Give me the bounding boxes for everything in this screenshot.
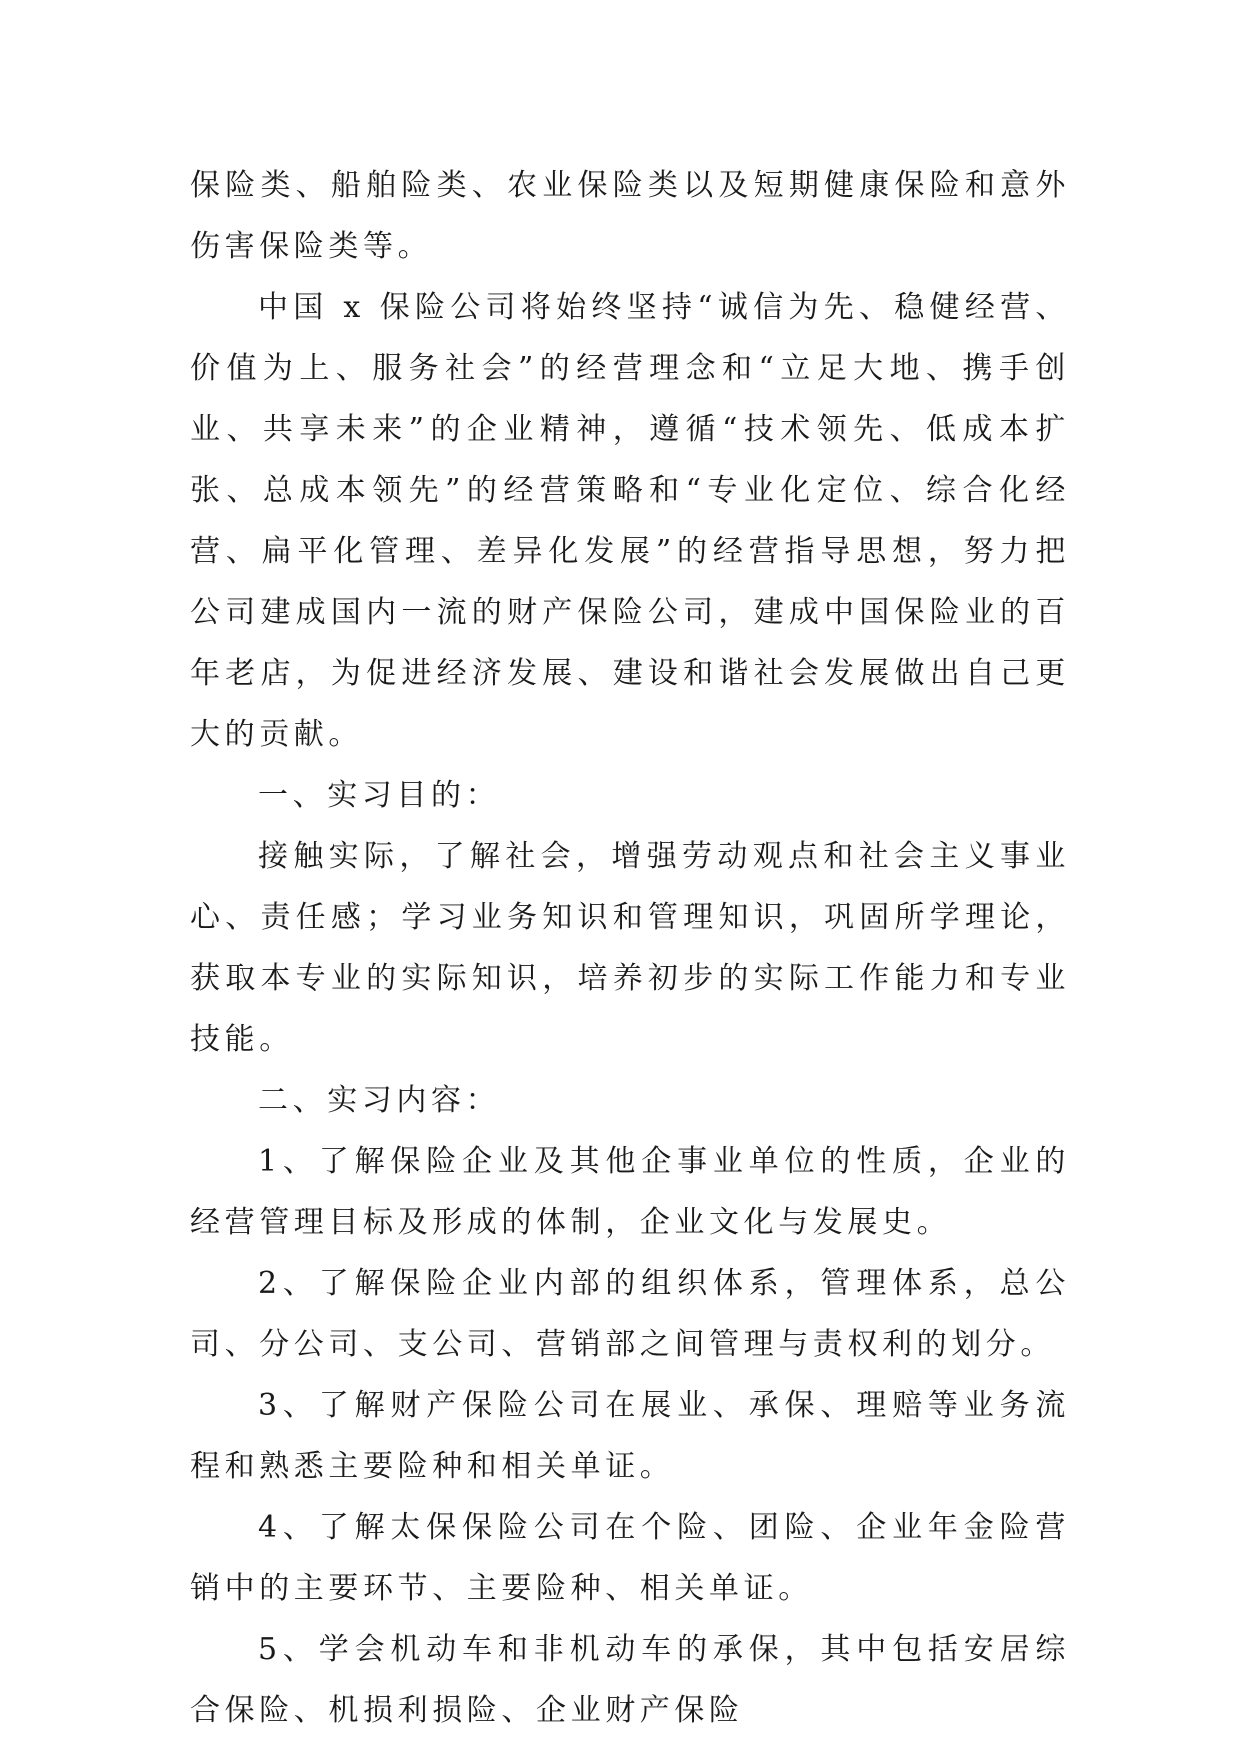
list-item-content-2: 2、了解保险企业内部的组织体系，管理体系，总公司、分公司、支公司、营销部之间管理与责权利的划分。	[190, 1266, 1070, 1362]
list-item-content-1: 1、了解保险企业及其他企事业单位的性质，企业的经营管理目标及形成的体制，企业文化与发展史。	[190, 1144, 1070, 1240]
paragraph-internship-purpose: 接触实际，了解社会，增强劳动观点和社会主义事业心、责任感；学习业务知识和管理知识，巩固所学理论，获取本专业的实际知识，培养初步的实际工作能力和专业技能。	[190, 839, 1070, 1057]
section-heading-internship-content: 二、实习内容：	[258, 1083, 501, 1118]
paragraph-company-philosophy: 中国 x 保险公司将始终坚持“诚信为先、稳健经营、价值为上、服务社会”的经营理念和“立足大地、携手创业、共享未来”的企业精神，遵循“技术领先、低成本扩张、总成本领先”的经营策略和“专业化定位、综合化经营、扁平化管理、差异化发展”的经营指导思想，努力把公司建成国内一流的财产保险公司，建成中国保险业的百年老店，为促进经济发展、建设和谐社会发展做出自己更大的贡献。	[190, 290, 1070, 752]
document-body	[190, 155, 1070, 1741]
list-item-content-4: 4、了解太保保险公司在个险、团险、企业年金险营销中的主要环节、主要险种、相关单证。	[190, 1510, 1070, 1606]
list-item-content-5: 5、学会机动车和非机动车的承保，其中包括安居综合保险、机损利损险、企业财产保险	[190, 1632, 1070, 1728]
list-item-content-3: 3、了解财产保险公司在展业、承保、理赔等业务流程和熟悉主要险种和相关单证。	[190, 1388, 1070, 1484]
paragraph-continued-insurance-types: 保险类、船舶险类、农业保险类以及短期健康保险和意外伤害保险类等。	[190, 168, 1070, 264]
section-heading-internship-purpose: 一、实习目的：	[258, 778, 501, 813]
